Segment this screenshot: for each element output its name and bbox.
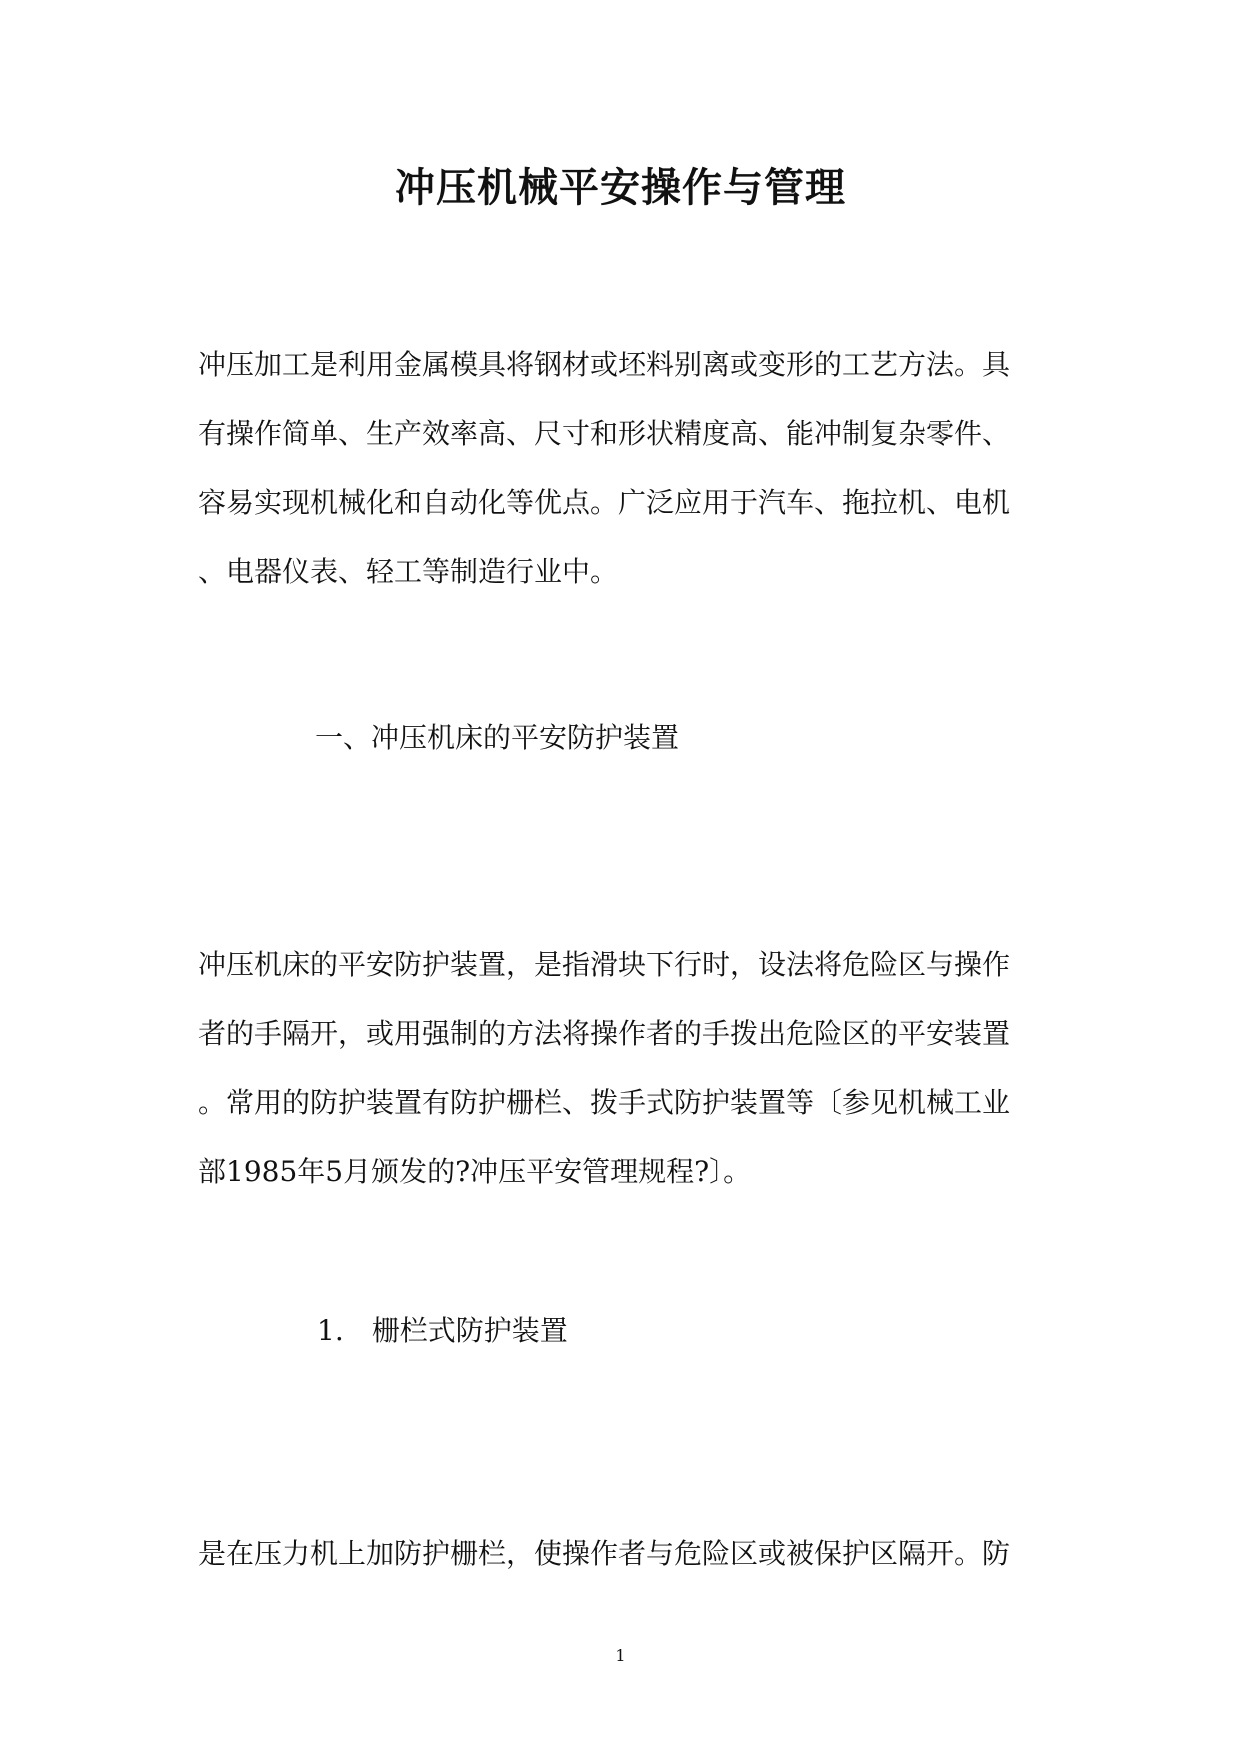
- paragraph-line: 是在压力机上加防护栅栏，使操作者与危险区或被保护区隔开。防: [198, 1537, 1011, 1570]
- subsection-heading: 1. 栅栏式防护装置: [317, 1314, 568, 1347]
- subsection-paragraph: [198, 1519, 1058, 1588]
- section-paragraph: [198, 930, 1058, 1206]
- paragraph-line: 者的手隔开，或用强制的方法将操作者的手拨出危险区的平安装置: [198, 1017, 1011, 1050]
- paragraph-line: 容易实现机械化和自动化等优点。广泛应用于汽车、拖拉机、电机: [198, 486, 1011, 519]
- paragraph-line: 冲压加工是利用金属模具将钢材或坯料别离或变形的工艺方法。具: [198, 348, 1011, 381]
- section-heading: 一、冲压机床的平安防护装置: [315, 721, 680, 754]
- paragraph-line: 、电器仪表、轻工等制造行业中。: [198, 555, 619, 588]
- page-number: 1: [615, 1646, 626, 1665]
- paragraph-line: 。常用的防护装置有防护栅栏、拨手式防护装置等〔参见机械工业: [198, 1086, 1011, 1119]
- document-title: 冲压机械平安操作与管理: [395, 164, 846, 211]
- paragraph-line: 冲压机床的平安防护装置，是指滑块下行时，设法将危险区与操作: [198, 948, 1011, 981]
- paragraph-line: 有操作简单、生产效率高、尺寸和形状精度高、能冲制复杂零件、: [198, 417, 1011, 450]
- intro-paragraph: [198, 330, 1058, 606]
- paragraph-line: 部1985年5月颁发的?冲压平安管理规程?〕。: [198, 1155, 752, 1188]
